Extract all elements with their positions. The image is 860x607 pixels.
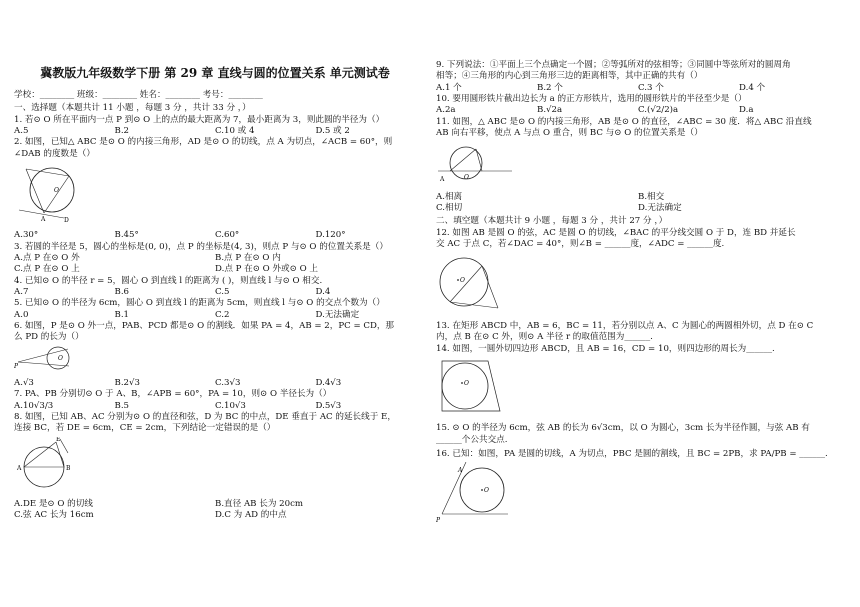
q2-figure [14, 162, 416, 228]
q2-options [14, 230, 416, 241]
svg-text:O: O [460, 277, 465, 285]
q5-text: 5. 已知⊙ O 的半径为 6cm，圆心 O 到直线 l 的距离为 5cm，则直线 l 与⊙ O 的交点个数为（） [14, 298, 385, 309]
q3-line-1: 3. 若圆的半径是 5，圆心的坐标是(0, 0)，点 P 的坐标是(4, 3)，则点 P 与⊙ O 的位置关系是（） [14, 241, 388, 252]
q7-options [14, 401, 416, 412]
svg-text:O: O [484, 487, 489, 495]
q1-options [14, 126, 416, 137]
q8-figure [14, 437, 416, 497]
q6-option-b: B.2√3 [114, 378, 140, 389]
q14-text: 14. 如图，一圆外切四边形 ABCD，且 AB = 16，CD = 10，则四边形的周长为______. [436, 343, 775, 354]
svg-text:D: D [64, 216, 69, 224]
q4-option-d: D.4 [315, 286, 331, 297]
q7-option-b: B.5 [114, 400, 130, 411]
q6-line-2: 么 PD 的长为（） [14, 332, 84, 343]
q8-line-2: 连接 BC，若 DE = 6cm，CE = 2cm，下列结论一定错误的是（） [14, 423, 276, 434]
left-column [14, 0, 416, 522]
q1-text: 1. 若⊙ O 所在平面内一点 P 到⊙ O 上的点的最大距离为 7，最小距离为 3，则此圆的半径为（） [14, 114, 385, 125]
q5-option-b: B.1 [114, 309, 130, 320]
q11-option-d: D.无法确定 [638, 203, 682, 214]
q1-option-c: C.10 或 4 [215, 125, 255, 136]
q14-figure [436, 357, 840, 421]
svg-text:O: O [464, 174, 469, 182]
q6-options [14, 378, 416, 389]
section-1-heading: 一、选择题（本题共计 11 小题 ，每题 3 分 ，共计 33 分 ，） [14, 103, 251, 114]
q2-line-2: ∠DAB 的度数是（） [14, 148, 95, 159]
section-2-heading: 二、填空题（本题共计 9 小题 ，每题 3 分 ，共计 27 分 ，） [436, 216, 668, 227]
page-title: 冀教版九年级数学下册 第 29 章 直线与圆的位置关系 单元测试卷 [40, 66, 390, 80]
q16-text: 16. 已知：如图，PA 是圆的切线，A 为切点，PBC 是圆的割线，且 BC = 2PB，求 PA/PB = ______. [436, 448, 828, 459]
q11-options [436, 192, 840, 215]
q1-option-b: B.2 [114, 125, 130, 136]
q9-option-b: B.2 个 [537, 82, 563, 93]
svg-text:E: E [56, 436, 61, 443]
q9-option-c: C.3 个 [638, 82, 664, 93]
q6-line-1: 6. 如图，P 是⊙ O 外一点，PAB、PCD 都是⊙ O 的割线．如果 PA = 4，AB = 2，PC = CD，那 [14, 320, 395, 331]
q2-option-b: B.45° [114, 230, 139, 241]
q9-option-d: D.4 个 [739, 82, 766, 93]
q7-option-c: C.10√3 [215, 400, 246, 411]
q4-text: 4. 已知⊙ O 的半径 r = 5，圆心 O 到直线 l 的距离为 ( )，则直线 l 与⊙ O 相交. [14, 275, 323, 286]
q12-figure [436, 252, 840, 318]
q8-option-b: B.直径 AB 长为 20cm [215, 499, 304, 510]
svg-text:A: A [41, 215, 46, 223]
q3-option-d: D.点 P 在⊙ O 外或⊙ O 上 [215, 264, 318, 275]
q8-option-d: D.C 为 AD 的中点 [215, 510, 287, 521]
q13-line-1: 13. 在矩形 ABCD 中，AB = 6，BC = 11，若分别以点 A、C 为圆心的两圆相外切，点 D 在⊙ C [436, 320, 814, 331]
q7-option-d: D.5√3 [315, 400, 342, 411]
q4-option-b: B.6 [114, 286, 130, 297]
q15-line-1: 15. ⊙ O 的半径为 6cm，弦 AB 的长为 6√3cm，以 O 为圆心，3cm 长为半径作圆，与弦 AB 有 [436, 423, 810, 434]
q15-line-2: ______个公共交点. [436, 434, 508, 445]
q2-option-c: C.60° [215, 230, 240, 241]
q11-line-1: 11. 如图，△ ABC 是⊙ O 的内接三角形，AB 是⊙ O 的直径，∠ABC = 30 度．将△ ABC 沿直线 [436, 116, 812, 127]
q5-option-c: C.2 [215, 309, 230, 320]
svg-text:O: O [464, 379, 469, 387]
q13-line-2: 内，点 B 在⊙ C 外，则⊙ A 半径 r 的取值范围为______. [436, 332, 653, 343]
q5-option-d: D.无法确定 [315, 309, 360, 320]
q4-options [14, 287, 416, 298]
q5-option-a: A.0 [14, 309, 29, 320]
q8-option-c: C.弦 AC 长为 16cm [14, 510, 94, 521]
q10-options [436, 105, 840, 116]
svg-text:B: B [66, 464, 71, 472]
q2-option-a: A.30° [14, 230, 39, 241]
q11-option-c: C.相切 [436, 203, 463, 214]
q2-option-d: D.120° [315, 230, 346, 241]
q11-option-a: A.相离 [436, 191, 463, 202]
q6-option-d: D.4√3 [315, 378, 342, 389]
q4-option-a: A.7 [14, 286, 29, 297]
svg-text:A: A [440, 176, 445, 184]
q9-line-2: 相等；④三角形的内心到三角形三边的距离相等，其中正确的共有（） [436, 71, 703, 82]
q10-text: 10. 要用圆形铁片截出边长为 a 的正方形铁片，选用的圆形铁片的半径至少是（） [436, 94, 747, 105]
q12-line-1: 12. 如图 AB 是圆 O 的弦，AC 是圆 O 的切线，∠BAC 的平分线交圆 O 于 D，连 BD 并延长 [436, 227, 796, 238]
q10-option-d: D.a [739, 105, 754, 116]
q8-options [14, 499, 416, 522]
q3-option-c: C.点 P 在⊙ O 上 [14, 264, 80, 275]
q8-option-a: A.DE 是⊙ O 的切线 [14, 499, 93, 510]
q7-text: 7. PA、PB 分别切⊙ O 于 A、B，∠APB = 60°，PA = 10，则⊙ O 半径长为（） [14, 389, 332, 400]
svg-text:A: A [17, 464, 22, 472]
q12-line-2: 交 AC 于点 C，若∠DAC = 40°，则∠B = ______度，∠ADC = ______度. [436, 239, 725, 250]
q6-figure [14, 346, 416, 376]
q9-line-1: 9. 下列说法：①平面上三个点确定一个圆；②等弧所对的弦相等；③同圆中等弦所对的圆周角 [436, 60, 791, 70]
q11-option-b: B.相交 [638, 191, 665, 202]
student-info: 学校：________ 班级：________ 姓名：________ 考号：________ [14, 89, 263, 100]
svg-text:P: P [14, 362, 19, 370]
right-column [436, 60, 840, 531]
q1-option-a: A.5 [14, 125, 29, 136]
q6-option-c: C.3√3 [215, 378, 241, 389]
q7-option-a: A.10√3/3 [14, 400, 54, 411]
svg-text:A: A [458, 467, 463, 475]
q16-figure [436, 462, 840, 528]
q6-option-a: A.√3 [14, 378, 34, 389]
q3-option-a: A.点 P 在⊙ O 外 [14, 252, 80, 263]
q11-line-2: AB 向右平移，使点 A 与点 O 重合，则 BC 与⊙ O 的位置关系是（） [436, 128, 703, 139]
svg-text:O: O [54, 186, 59, 194]
q9-options [436, 83, 840, 94]
svg-text:P: P [436, 517, 441, 525]
q8-line-1: 8. 如图，已知 AB、AC 分别为⊙ O 的直径和弦，D 为 BC 的中点，DE 垂直于 AC 的延长线于 E， [14, 412, 396, 423]
q5-options [14, 310, 416, 321]
q3-option-b: B.点 P 在⊙ O 内 [215, 252, 281, 263]
q2-line-1: 2. 如图，已知△ ABC 是⊙ O 的内接三角形，AD 是⊙ O 的切线，点 A 为切点，∠ACB = 60°，则 [14, 137, 393, 148]
svg-text:O: O [58, 354, 63, 362]
q10-option-c: C.(√2/2)a [638, 105, 679, 116]
q10-option-b: B.√2a [537, 105, 563, 116]
q1-option-d: D.5 或 2 [315, 125, 350, 136]
q11-figure [436, 141, 840, 189]
q9-option-a: A.1 个 [436, 82, 462, 93]
q3-options [14, 253, 416, 276]
q10-option-a: A.2a [436, 105, 456, 116]
q4-option-c: C.5 [215, 286, 230, 297]
